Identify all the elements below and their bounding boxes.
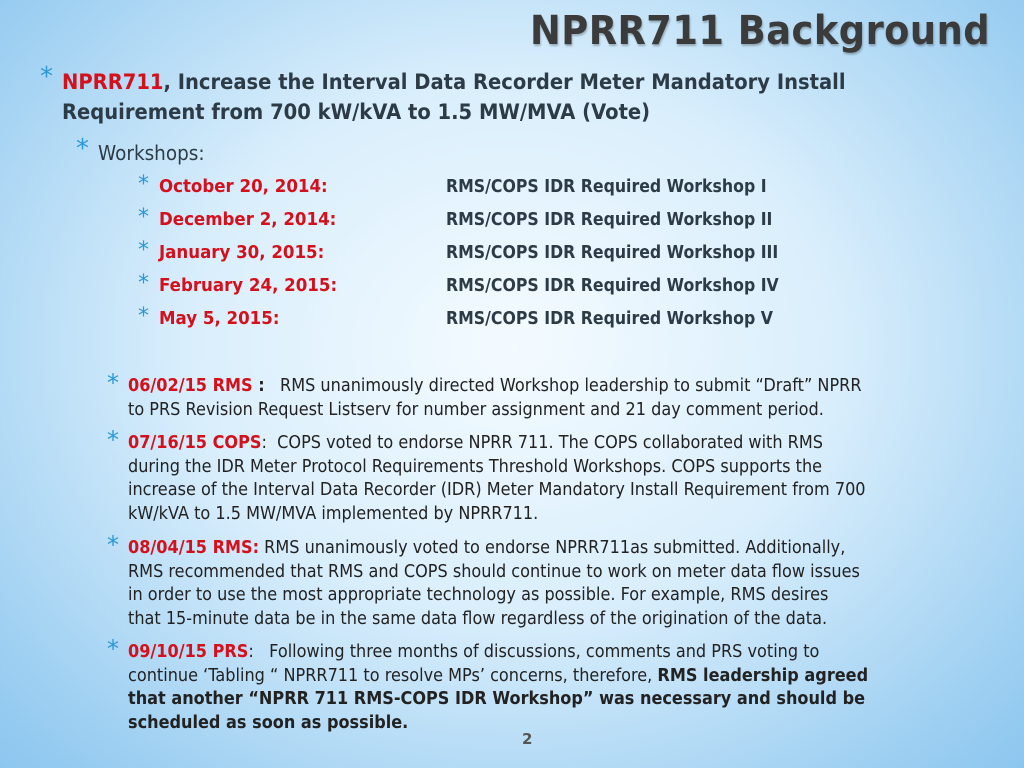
workshop-date: January 30, 2015: (159, 243, 325, 263)
event-bold-text: scheduled as soon as possible. (128, 712, 409, 733)
bullet-star-icon: * (107, 369, 119, 397)
event-separator: : (248, 642, 254, 662)
nprr-label: NPRR711 (62, 70, 164, 94)
intro-block (62, 67, 905, 127)
event-label: 07/16/15 COPS (128, 433, 262, 453)
event-text: RMS unanimously directed Workshop leadership to submit “Draft” NPRR (280, 376, 862, 396)
workshops-heading: Workshops: (98, 141, 205, 165)
event-label: 06/02/15 RMS (128, 376, 253, 396)
event-bold-text: RMS leadership agreed (657, 665, 869, 686)
event-separator: : (261, 433, 267, 453)
workshop-date: May 5, 2015: (159, 309, 280, 329)
event-text: kW/kVA to 1.5 MW/MVA implemented by NPRR711. (128, 503, 539, 524)
event-text: that 15-minute data be in the same data flow regardless of the origination of the data. (128, 608, 828, 629)
slide-title: NPRR711 Background (529, 8, 990, 54)
event-bold-text: that another “NPRR 711 RMS-COPS IDR Workshop” was necessary and should be (128, 689, 866, 709)
event-text: increase of the Interval Data Recorder (IDR) Meter Mandatory Install Requirement from 700 (128, 480, 866, 500)
event-text: to PRS Revision Request Listserv for number assignment and 21 day comment period. (128, 399, 824, 420)
event-text: continue ‘Tabling “ NPRR711 to resolve MPs’ concerns, therefore, (128, 665, 653, 686)
event-text: during the IDR Meter Protocol Requirements Threshold Workshops. COPS supports the (128, 456, 823, 477)
intro-line1: , Increase the Interval Data Recorder Meter Mandatory Install (163, 70, 846, 94)
bullet-star-icon: * (107, 635, 119, 663)
bullet-star-icon: * (138, 205, 149, 230)
event-label: 08/04/15 RMS: (128, 538, 260, 558)
intro-line2: Requirement from 700 kW/kVA to 1.5 MW/MVA (Vote) (62, 100, 651, 124)
workshop-date: December 2, 2014: (159, 210, 337, 230)
bullet-star-icon: * (138, 238, 149, 263)
bullet-star-icon: * (107, 426, 119, 454)
event-label: 09/10/15 PRS (128, 642, 249, 662)
bullet-star-icon: * (138, 304, 149, 329)
event-text: RMS unanimously voted to endorse NPRR711as submitted. Additionally, (264, 538, 846, 558)
bullet-star-icon: * (138, 271, 149, 296)
workshop-name: RMS/COPS IDR Required Workshop IV (446, 276, 779, 296)
workshop-date: October 20, 2014: (159, 177, 328, 197)
bullet-star-icon: * (76, 134, 89, 164)
bullet-star-icon: * (138, 172, 149, 197)
event-text: COPS voted to endorse NPRR 711. The COPS collaborated with RMS (277, 433, 823, 453)
workshop-name: RMS/COPS IDR Required Workshop II (446, 210, 773, 230)
workshop-name: RMS/COPS IDR Required Workshop III (446, 243, 779, 263)
page-number: 2 (522, 730, 533, 748)
workshop-name: RMS/COPS IDR Required Workshop I (446, 177, 767, 197)
event-text: RMS recommended that RMS and COPS should continue to work on meter data flow issues (128, 561, 860, 582)
event-text: in order to use the most appropriate technology as possible. For example, RMS desires (128, 585, 829, 605)
bullet-star-icon: * (107, 531, 119, 559)
event-text: Following three months of discussions, comments and PRS voting to (269, 642, 820, 662)
event-separator: : (252, 376, 265, 396)
workshop-date: February 24, 2015: (159, 276, 338, 296)
bullet-star-icon: * (40, 62, 53, 92)
workshop-name: RMS/COPS IDR Required Workshop V (446, 309, 773, 329)
